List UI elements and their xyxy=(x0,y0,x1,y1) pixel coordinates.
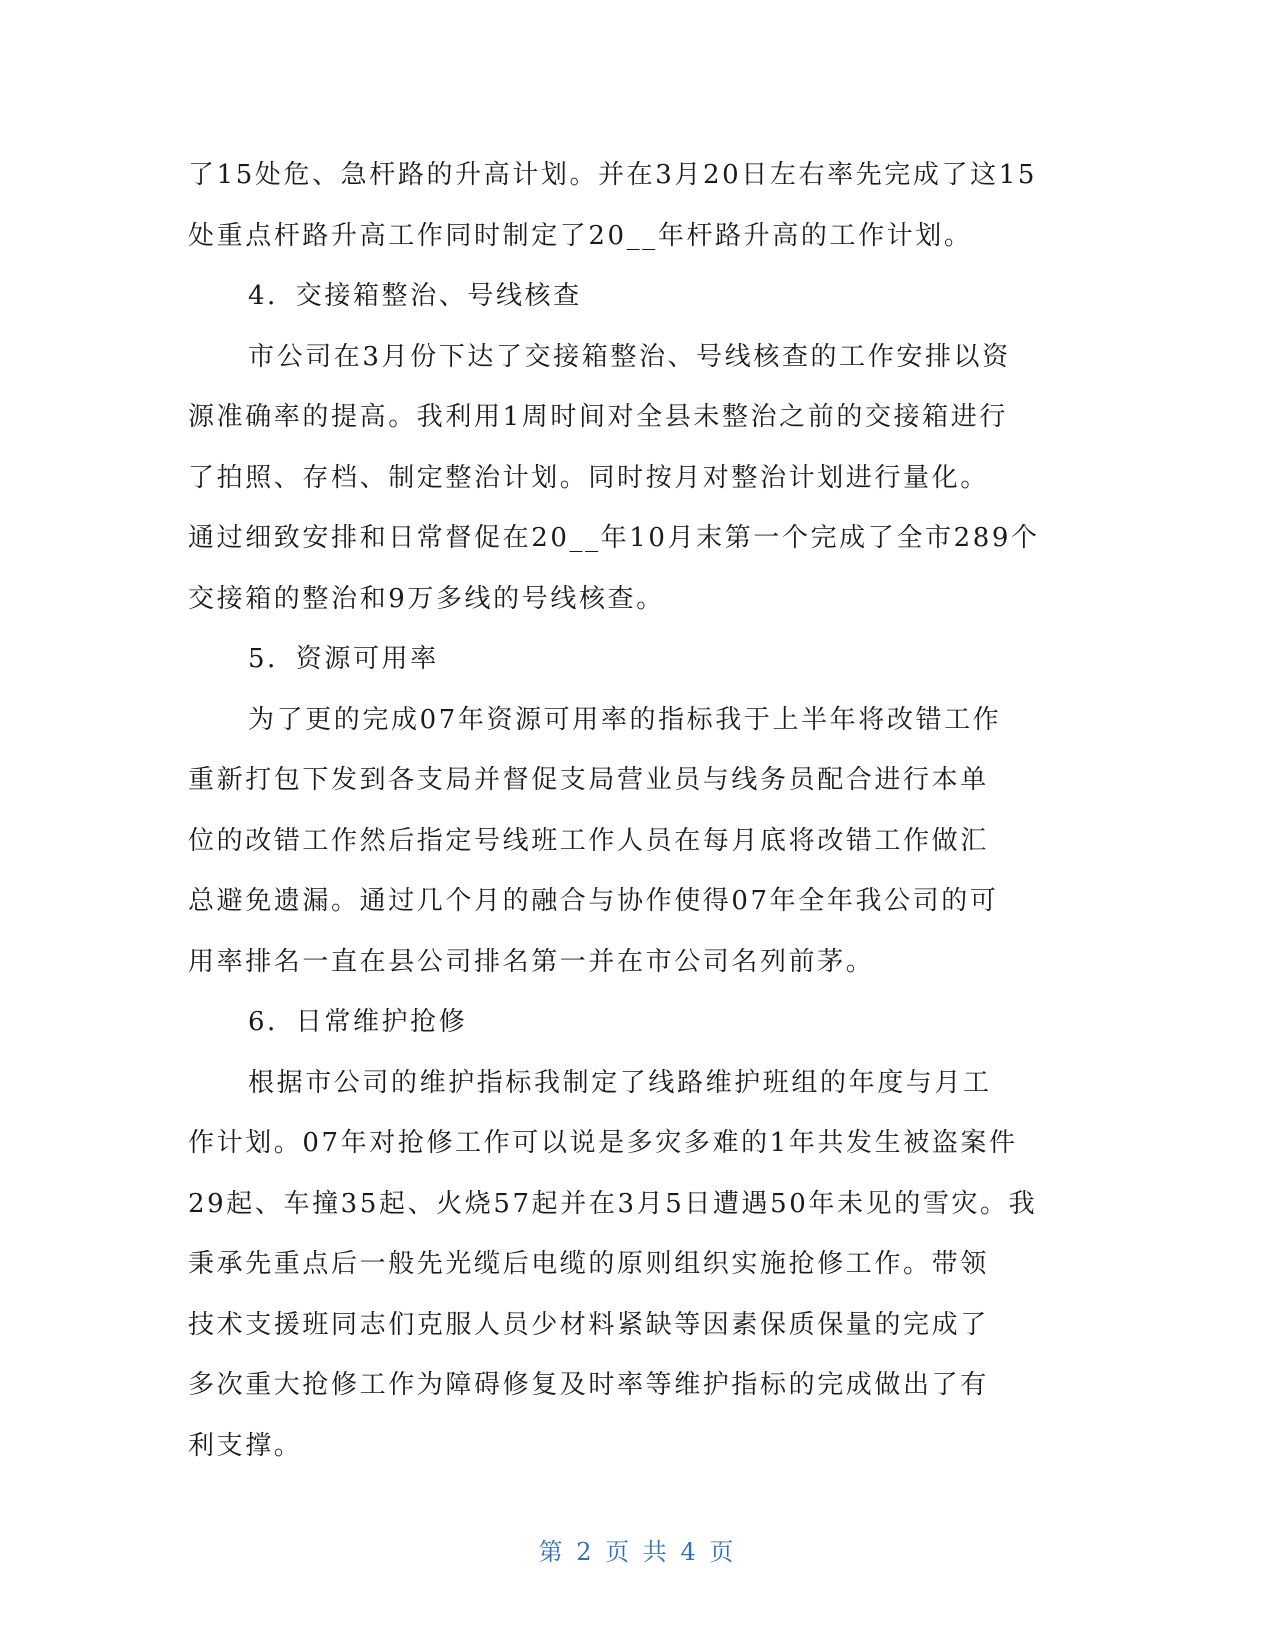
text-line-22: 利支撑。 xyxy=(188,1430,303,1461)
text-line-19: 秉承先重点后一般先光缆后电缆的原则组织实施抢修工作。带领 xyxy=(188,1249,989,1279)
section-heading-6: 6．日常维护抢修 xyxy=(248,1007,468,1037)
text-line-13: 总避免遗漏。通过几个月的融合与协作使得07年全年我公司的可 xyxy=(188,886,999,916)
text-line-21: 多次重大抢修工作为障碍修复及时率等维护指标的完成做出了有 xyxy=(188,1370,989,1400)
text-line-18: 29起、车撞35起、火烧57起并在3月5日遭遇50年未见的雪灾。我 xyxy=(188,1188,1038,1219)
section-heading-5: 5．资源可用率 xyxy=(248,644,439,674)
text-line-5: 源准确率的提高。我利用1周时间对全县未整治之前的交接箱进行 xyxy=(188,402,1008,432)
document-body xyxy=(188,145,1088,1476)
text-line-16: 根据市公司的维护指标我制定了线路维护班组的年度与月工 xyxy=(248,1067,992,1098)
page-footer xyxy=(0,1532,1275,1567)
text-line-10: 为了更的完成07年资源可用率的指标我于上半年将改错工作 xyxy=(248,704,1002,735)
text-line-11: 重新打包下发到各支局并督促支局营业员与线务员配合进行本单 xyxy=(188,765,989,795)
text-line-8: 交接箱的整治和9万多线的号线核查。 xyxy=(188,583,665,614)
text-line-12: 位的改错工作然后指定号线班工作人员在每月底将改错工作做汇 xyxy=(188,825,989,856)
text-line-17: 作计划。07年对抢修工作可以说是多灾多难的1年共发生被盗案件 xyxy=(188,1128,1018,1158)
text-line-1: 了15处危、急杆路的升高计划。并在3月20日左右率先完成了这15 xyxy=(188,160,1037,190)
text-line-4: 市公司在3月份下达了交接箱整治、号线核查的工作安排以资 xyxy=(248,341,1011,372)
text-line-6: 了拍照、存档、制定整治计划。同时按月对整治计划进行量化。 xyxy=(188,462,989,493)
text-line-20: 技术支援班同志们克服人员少材料紧缺等因素保质保量的完成了 xyxy=(188,1309,989,1340)
text-line-2: 处重点杆路升高工作同时制定了20__年杆路升高的工作计划。 xyxy=(188,220,973,251)
section-heading-4: 4．交接箱整治、号线核查 xyxy=(248,281,582,311)
text-line-14: 用率排名一直在县公司排名第一并在市公司名列前茅。 xyxy=(188,946,875,977)
text-line-7: 通过细致安排和日常督促在20__年10月末第一个完成了全市289个 xyxy=(188,523,1040,553)
page-number: 第 2 页 共 4 页 xyxy=(538,1538,737,1566)
